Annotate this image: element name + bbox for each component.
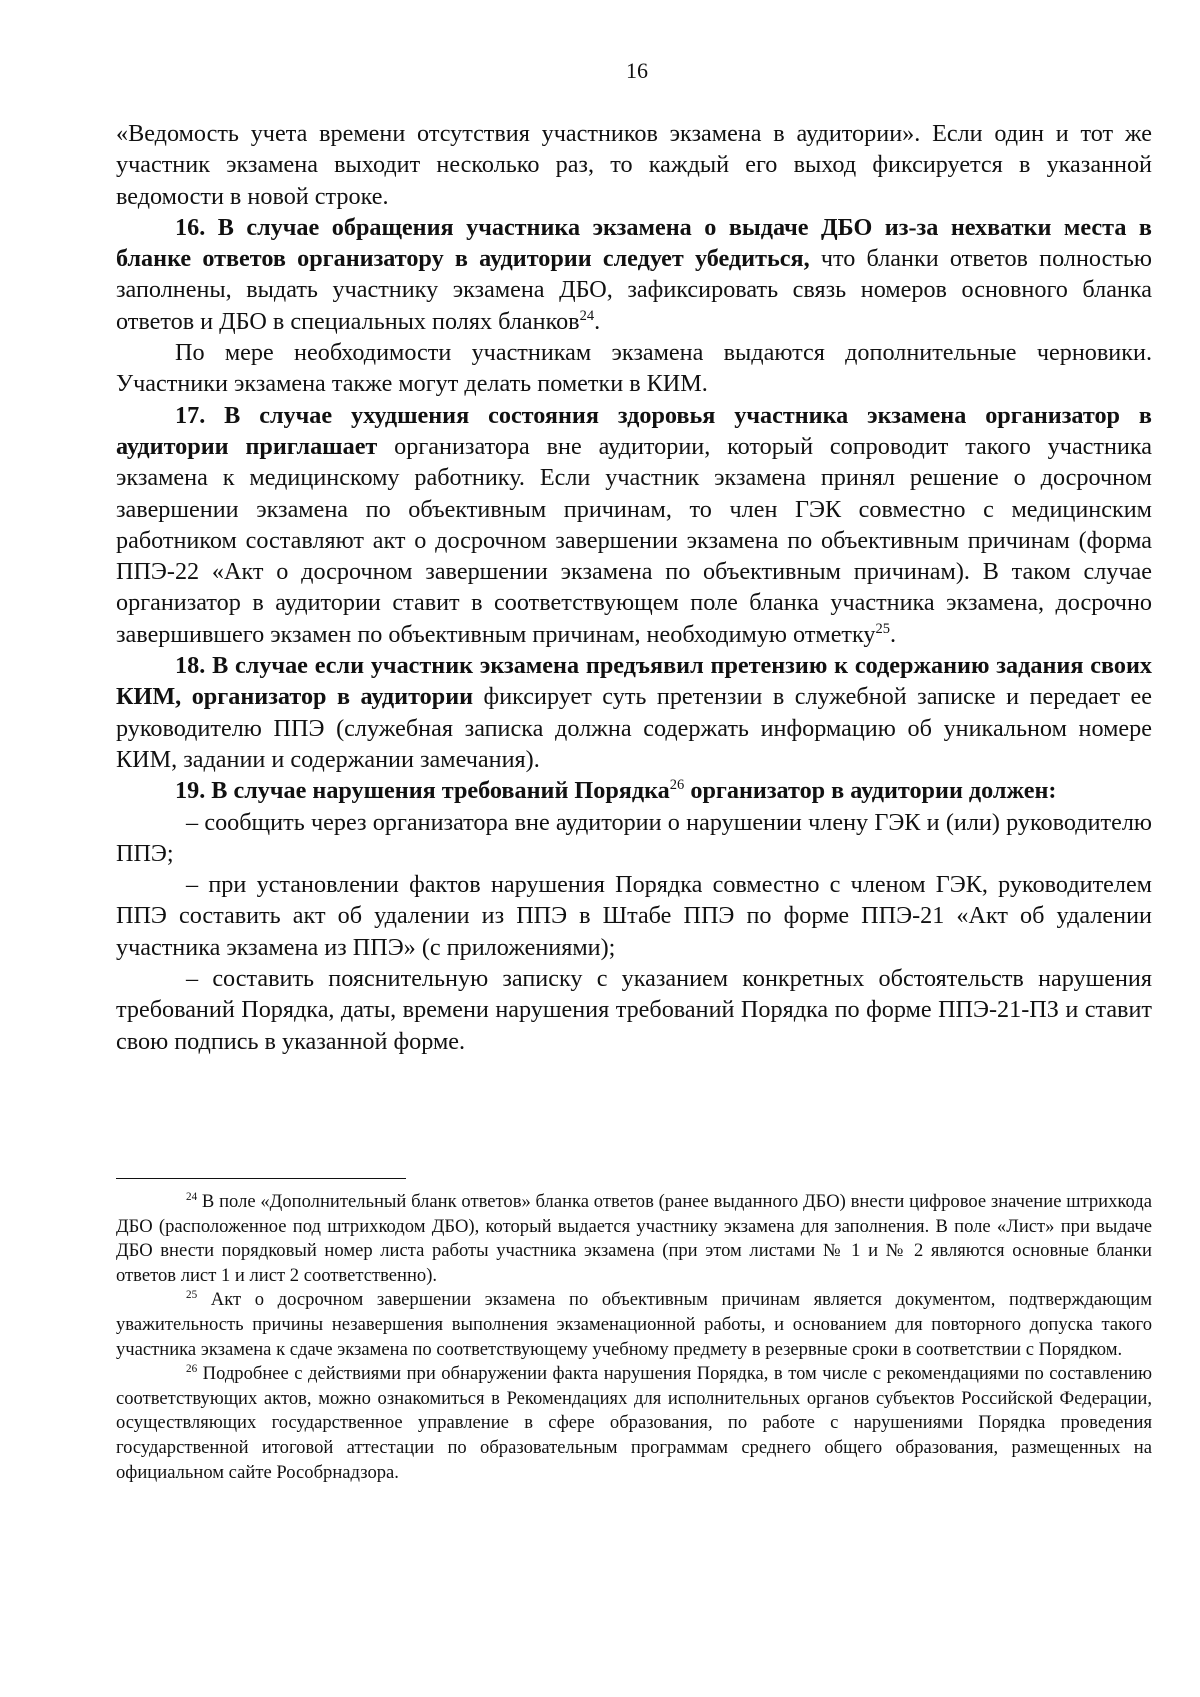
paragraph-item-18 (116, 650, 1152, 775)
footnote-ref[interactable]: 24 (579, 307, 595, 324)
paragraph-item-16 (116, 212, 1152, 337)
footnote-number: 25 (186, 1289, 198, 1302)
paragraph-text: что бланки ответов полностью заполнены, выдать участнику экзамена ДБО, зафиксировать связь номеров основного бланка ответов и ДБО в специальных полях бланков (116, 245, 1152, 335)
bold-lead: 17. В случае ухудшения состояния здоровья участника экзамена организатор в аудитории приглашает (116, 401, 1152, 460)
list-item-removal-act (116, 869, 1152, 963)
list-item-text: – сообщить через организатора вне аудитории о нарушении члену ГЭК и (или) руководителю ППЭ; (116, 808, 1152, 867)
paragraph-text: По мере необходимости участникам экзамена выдаются дополнительные черновики. Участники экзамена также могут делать пометки в КИМ. (116, 339, 1152, 398)
paragraph-text: «Ведомость учета времени отсутствия участников экзамена в аудитории». Если один и тот же участник экзамена выходит несколько раз, то каждый его выход фиксируется в указанной ведомости в новой строке. (116, 120, 1152, 210)
footnote-ref[interactable]: 26 (669, 777, 685, 794)
footnotes (116, 1190, 1152, 1485)
paragraph-continuation (116, 118, 1152, 212)
bold-lead: 18. В случае если участник экзамена предъявил претензию к содержанию задания своих КИМ, организатор в аудитории (116, 652, 1152, 711)
paragraph-drafts (116, 337, 1152, 400)
footnote-number: 24 (186, 1190, 198, 1203)
period: . (890, 620, 897, 648)
list-item-text: – при установлении фактов нарушения Порядка совместно с членом ГЭК, руководителем ППЭ составить акт об удалении из ППЭ в Штабе ППЭ по форме ППЭ-21 «Акт об удалении участника экзамена из ППЭ» (с приложениями); (116, 871, 1152, 961)
list-item-text: – составить пояснительную записку с указанием конкретных обстоятельств нарушения требований Порядка, даты, времени нарушения требований Порядка по форме ППЭ-21-ПЗ и ставит свою подпись в указанной форме. (116, 965, 1152, 1055)
footnote-text: В поле «Дополнительный бланк ответов» бланка ответов (ранее выданного ДБО) внести цифровое значение штрихкода ДБО (расположенное под штрихкодом ДБО), который выдается участнику экзамена для заполнения. В поле «Лист» при выдаче ДБО внести порядковый номер листа работы участника экзамена (при этом листами № 1 и № 2 являются основные бланки ответов лист 1 и лист 2 соответственно). (116, 1191, 1152, 1286)
footnote-24 (116, 1190, 1152, 1288)
paragraph-text: организатора вне аудитории, который сопроводит такого участника экзамена к медицинскому работнику. Если участник экзамена принял решение о досрочном завершении экзамена по объективным причинам, то член ГЭК совместно с медицинским работником составляют акт о досрочном завершении экзамена по объективным причинам (форма ППЭ-22 «Акт о досрочном завершении экзамена по объективным причинам). В таком случае организатор в аудитории ставит в соответствующем поле бланка участника экзамена, досрочно завершившего экзамен по объективным причинам, необходимую отметку (116, 432, 1152, 648)
page-number: 16 (626, 58, 648, 83)
paragraph-item-19 (116, 775, 1152, 806)
paragraph-text: фиксирует суть претензии в служебной записке и передает ее руководителю ППЭ (служебная записка должна содержать информацию об уникальном номере КИМ, задании и содержании замечания). (116, 683, 1152, 773)
paragraph-item-17 (116, 400, 1152, 650)
bold-lead-end: организатор в аудитории должен: (684, 777, 1057, 805)
footnote-ref[interactable]: 25 (875, 620, 891, 637)
list-item-explanatory-note (116, 963, 1152, 1057)
footnote-text: Акт о досрочном завершении экзамена по объективным причинам является документом, подтверждающим уважительность причины незавершения выполнения экзаменационной работы, и основанием для повторного допуска такого участника экзамена к сдаче экзамена по соответствующему учебному предмету в резервные сроки в соответствии с Порядком. (116, 1289, 1152, 1360)
footnote-number: 26 (186, 1362, 198, 1375)
footnote-text: Подробнее с действиями при обнаружении факта нарушения Порядка, в том числе с рекомендациями по составлению соответствующих актов, можно ознакомиться в Рекомендациях для исполнительных органов субъектов Российской Федерации, осуществляющих государственное управление в сфере образования, по работе с нарушениями Порядка проведения государственной итоговой аттестации по образовательным программам среднего общего образования, размещенных на официальном сайте Рособрнадзора. (116, 1363, 1152, 1483)
bold-lead: 16. В случае обращения участника экзамена о выдаче ДБО из-за нехватки места в бланке ответов организатору в аудитории следует убедиться, (116, 213, 1152, 273)
footnote-separator (116, 1178, 406, 1179)
list-item-notify (116, 807, 1152, 870)
footnote-25 (116, 1288, 1152, 1362)
bold-lead: 19. В случае нарушения требований Порядка (175, 777, 670, 805)
footnote-26 (116, 1362, 1152, 1485)
period: . (594, 307, 601, 335)
main-text (116, 118, 1152, 1057)
